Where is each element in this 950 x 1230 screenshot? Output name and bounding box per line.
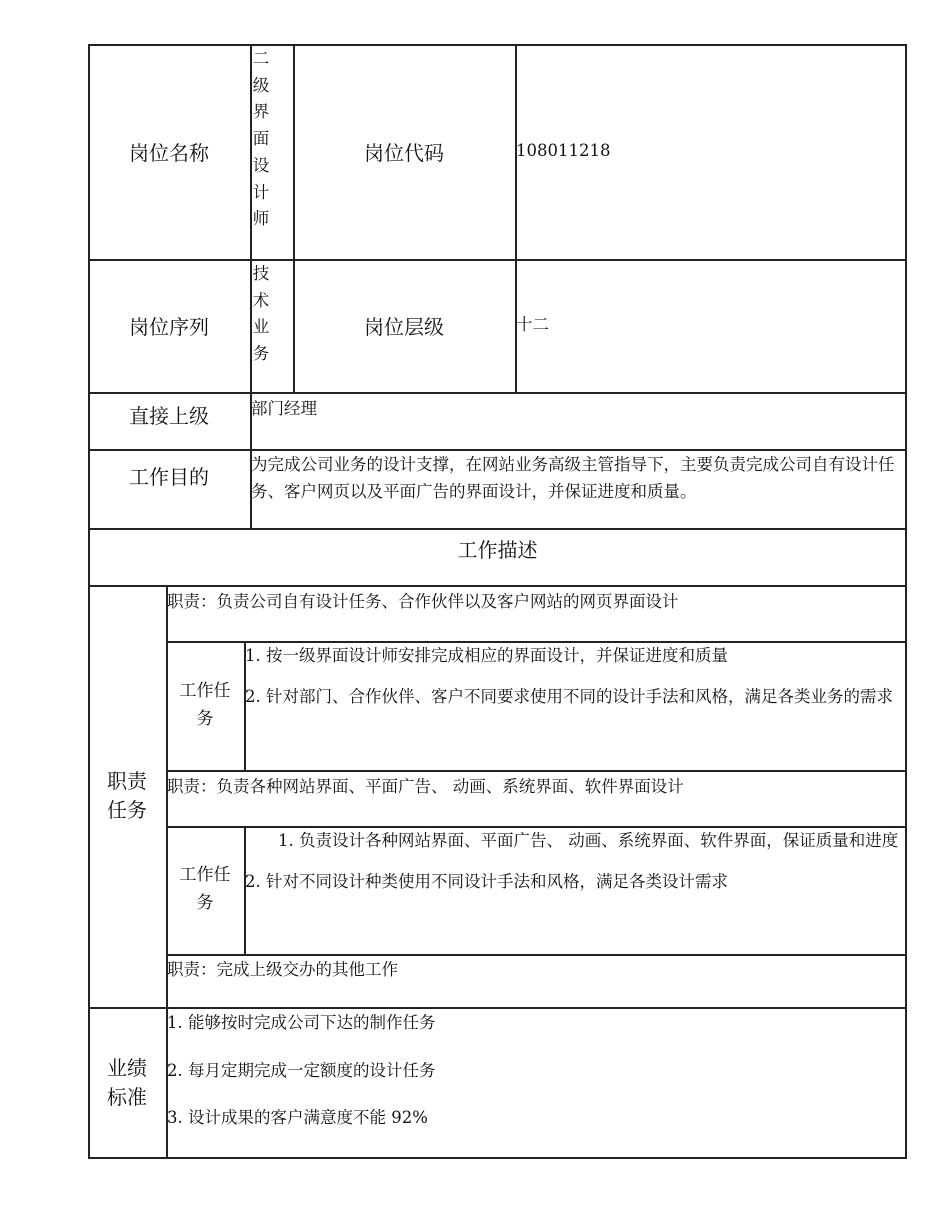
position-code-label: 岗位代码	[364, 141, 444, 165]
duties-label: 职责任务	[107, 769, 147, 822]
row-divider	[166, 770, 907, 772]
task-label-cell-2	[166, 826, 244, 954]
task-item: 2. 针对不同设计种类使用不同设计手法和风格，满足各类设计需求	[245, 871, 728, 891]
position-series-cell	[250, 261, 293, 392]
position-code-value: 108011218	[516, 141, 611, 161]
position-name-value: 二级界面设计师	[252, 49, 270, 229]
row-divider	[88, 585, 907, 587]
performance-item: 3. 设计成果的客户满意度不能 92%	[167, 1108, 428, 1128]
position-series-label: 岗位序列	[129, 315, 209, 339]
superior-label: 直接上级	[129, 404, 209, 428]
performance-list	[167, 1010, 902, 1155]
purpose-label: 工作目的	[129, 465, 209, 489]
performance-label: 业绩标准	[107, 1056, 147, 1109]
purpose-text: 为完成公司业务的设计支撑，在网站业务高级主管指导下，主要负责完成公司自有设计任务、客户网页以及平面广告的界面设计，并保证进度和质量。	[251, 455, 895, 501]
description-header: 工作描述	[457, 538, 538, 562]
purpose-value	[251, 452, 901, 526]
position-level-label: 岗位层级	[364, 315, 444, 339]
job-description-table	[88, 44, 907, 1159]
duty-item-1: 职责：负责公司自有设计任务、合作伙伴以及客户网站的网页界面设计	[167, 592, 679, 611]
row-divider	[88, 1007, 907, 1009]
position-series-value: 技术业务	[252, 264, 270, 364]
task-list-1	[245, 643, 902, 768]
duties-label-cell	[88, 585, 166, 1007]
task-label: 工作任务	[179, 865, 231, 913]
position-level-value: 十二	[516, 315, 549, 335]
position-name-label: 岗位名称	[129, 141, 209, 165]
task-item: 1. 负责设计各种网站界面、平面广告、 动画、系统界面、软件界面，保证质量和进度	[278, 831, 899, 850]
performance-item: 2. 每月定期完成一定额度的设计任务	[167, 1060, 436, 1080]
task-label: 工作任务	[179, 680, 231, 729]
duty-item-3: 职责：完成上级交办的其他工作	[167, 960, 398, 979]
duty-item-2: 职责：负责各种网站界面、平面广告、 动画、系统界面、软件界面设计	[167, 777, 684, 796]
task-label-cell-1	[166, 641, 244, 770]
task-item: 1. 按一级界面设计师安排完成相应的界面设计，并保证进度和质量	[245, 646, 728, 665]
performance-item: 1. 能够按时完成公司下达的制作任务	[167, 1013, 436, 1032]
task-list-2	[245, 828, 902, 952]
performance-label-cell	[88, 1007, 166, 1159]
superior-value: 部门经理	[251, 399, 317, 418]
position-name-cell	[250, 46, 293, 259]
task-item: 2. 针对部门、合作伙伴、客户不同要求使用不同的设计手法和风格，满足各类业务的需求	[245, 686, 893, 706]
row-divider	[166, 954, 907, 956]
